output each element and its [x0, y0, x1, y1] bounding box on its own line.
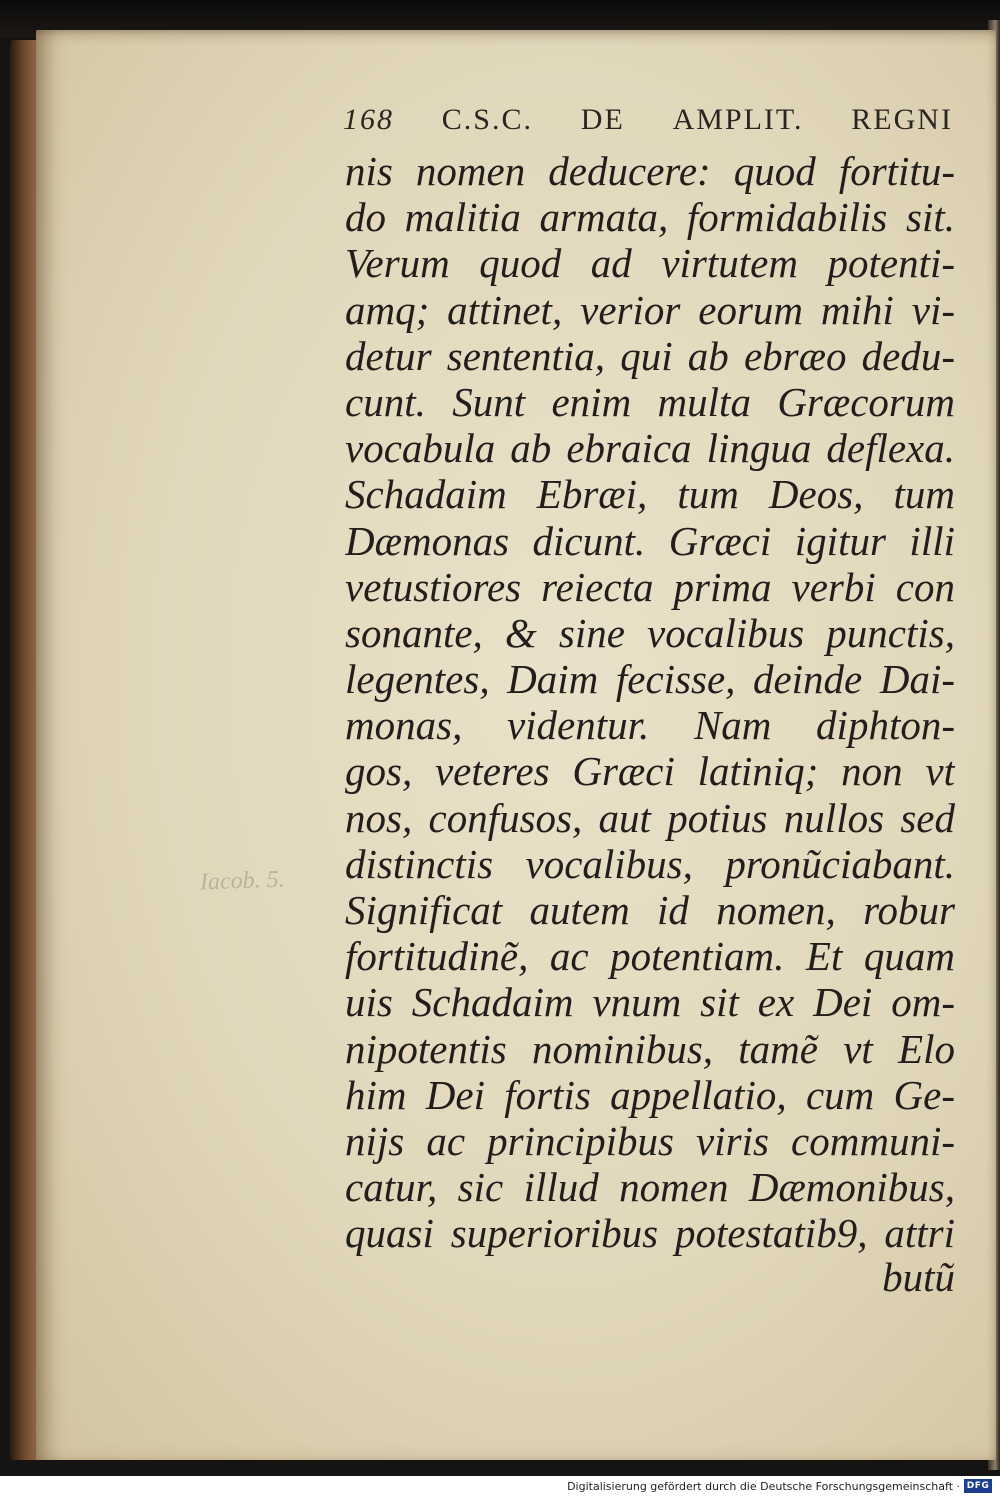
text-line: distinctis vocalibus, pronũciabant. — [345, 840, 955, 887]
text-line: vocabula ab ebraica lingua deflexa. — [345, 425, 955, 472]
text-line: Verum quod ad virtutem potenti- — [345, 240, 955, 287]
text-line: nipotentis nominibus, tamẽ vt Elo — [345, 1025, 955, 1072]
text-line: Schadaim Ebræi, tum Deos, tum — [345, 471, 955, 518]
text-line: do malitia armata, formidabilis sit. — [345, 194, 955, 241]
funding-credit: Digitalisierung gefördert durch die Deutsche Forschungsgemeinschaft · — [567, 1480, 960, 1493]
running-head-part: DE — [580, 103, 625, 136]
text-line: vetustiores reiecta prima verbi con — [345, 563, 955, 610]
text-line: nos, confusos, aut potius nullos sed — [345, 794, 955, 841]
running-head-part: REGNI — [851, 103, 953, 136]
text-line: quasi superioribus potestatib9, attri — [345, 1210, 955, 1257]
running-head — [343, 100, 953, 140]
text-line: Dæmonas dicunt. Græci igitur illi — [345, 517, 955, 564]
text-line: nis nomen deducere: quod fortitu- — [345, 148, 955, 194]
text-line: uis Schadaim vnum sit ex Dei om- — [345, 979, 955, 1026]
running-head-part: C.S.C. — [441, 103, 533, 136]
folio-number: 168 — [343, 103, 394, 136]
dfg-logo-icon: DFG — [964, 1479, 992, 1493]
text-line: sonante, & sine vocalibus punctis, — [345, 609, 955, 656]
text-line: cunt. Sunt enim multa Græcorum — [345, 378, 955, 425]
body-text — [345, 148, 955, 1257]
text-line: catur, sic illud nomen Dæmonibus, — [345, 1164, 955, 1211]
text-line: monas, videntur. Nam diphton- — [345, 702, 955, 749]
text-line: Significat autem id nomen, robur — [345, 887, 955, 933]
catchword: butũ — [882, 1254, 955, 1300]
text-line: legentes, Daim fecisse, deinde Dai- — [345, 656, 955, 703]
text-line: him Dei fortis appellatio, cum Ge- — [345, 1071, 955, 1118]
text-line: detur sententia, qui ab ebræo dedu- — [345, 332, 955, 379]
text-line: amq; attinet, verior eorum mihi vi- — [345, 286, 955, 333]
text-line: gos, veteres Græci latiniq; non vt — [345, 748, 955, 795]
running-head-part: AMPLIT. — [672, 103, 804, 136]
text-line: nijs ac principibus viris communi- — [345, 1117, 955, 1164]
text-line: fortitudinẽ, ac potentiam. Et quam — [345, 933, 955, 980]
faded-margin-note: Iacob. 5. — [199, 866, 286, 896]
